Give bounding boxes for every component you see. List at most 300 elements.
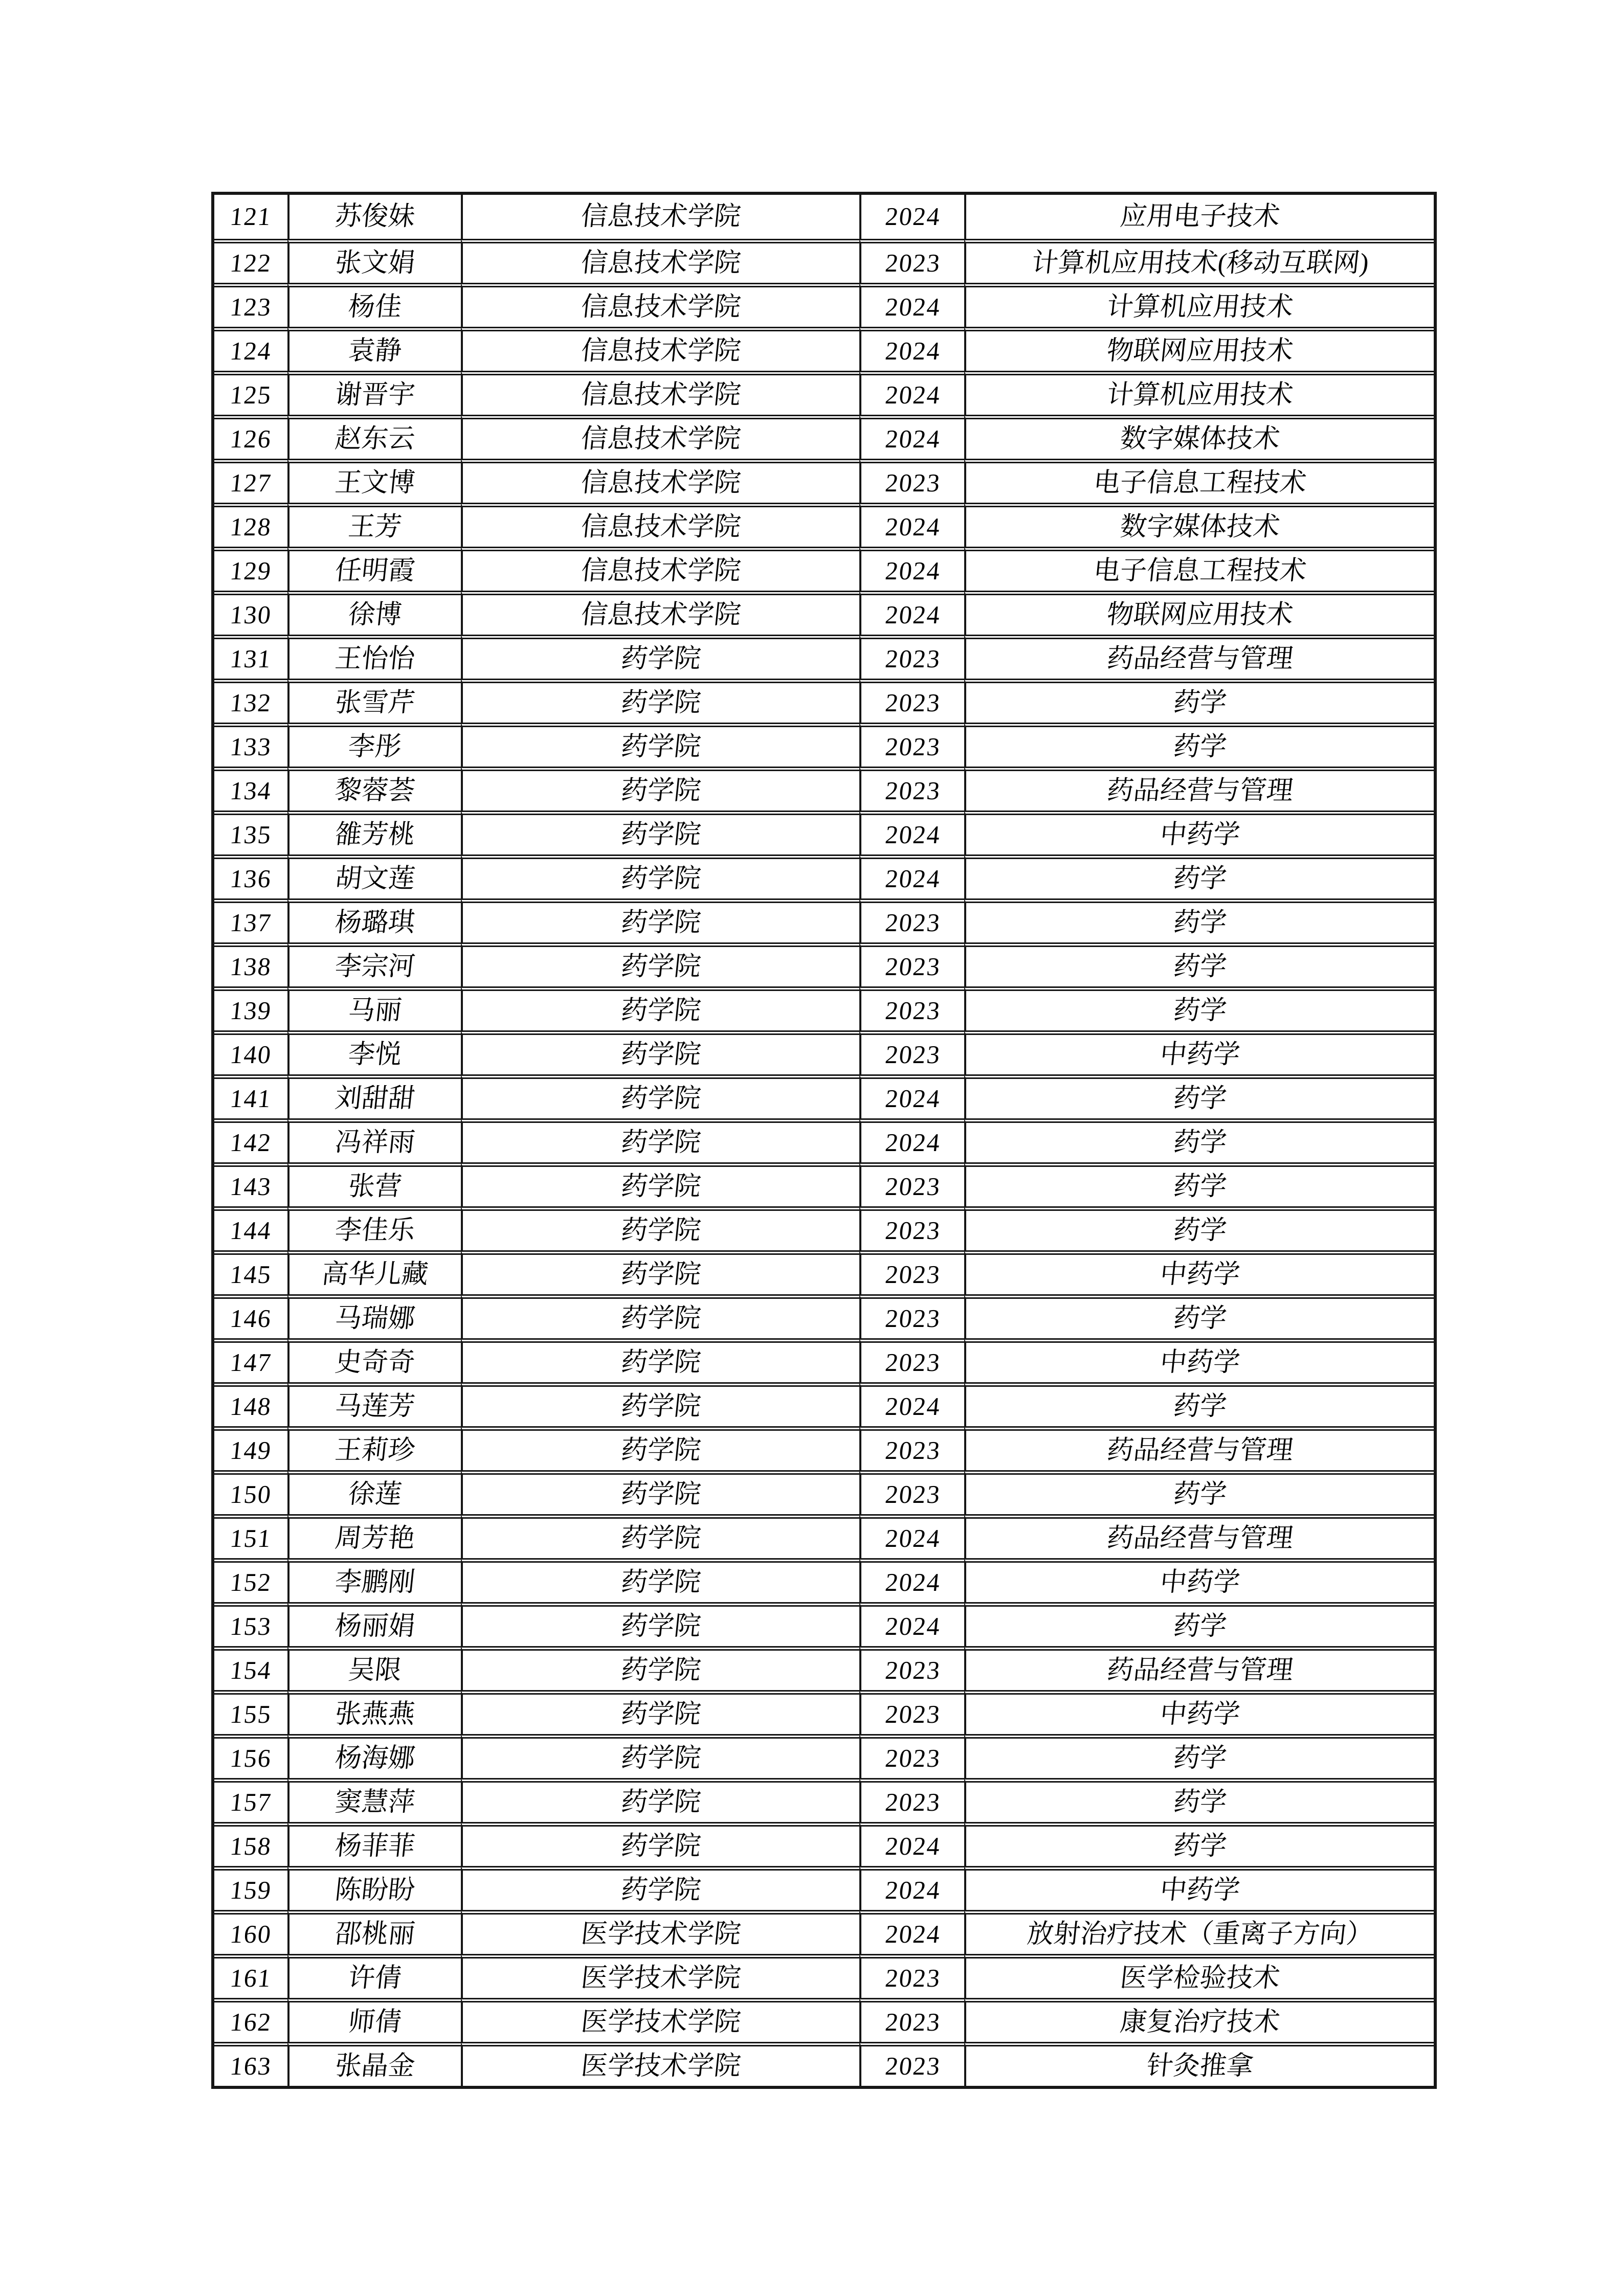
cell-year [859,1382,964,1426]
seq-text: 141 [229,1084,273,1113]
seq-text: 137 [229,908,273,937]
year-text: 2024 [883,1831,942,1860]
seq-text: 148 [229,1391,273,1421]
table-row [214,1118,1434,1162]
major-text: 药品经营与管理 [1105,776,1295,805]
cell-name [287,327,461,371]
college-text: 信息技术学院 [580,292,743,322]
seq-text: 131 [229,644,273,673]
cell-name [287,459,461,503]
cell-year [859,1338,964,1382]
cell-name [287,723,461,767]
major-text: 电子信息工程技术 [1092,556,1308,586]
year-text: 2023 [883,1655,942,1684]
cell-major [964,1074,1434,1118]
cell-seq [214,371,287,415]
cell-name [287,1470,461,1514]
cell-name [287,591,461,635]
college-text: 药学院 [619,1391,703,1421]
cell-seq [214,1514,287,1558]
college-text: 药学院 [619,732,703,761]
major-text: 药学 [1172,1172,1229,1201]
seq-text: 146 [229,1303,273,1333]
year-text: 2024 [883,820,942,849]
major-text: 药学 [1172,952,1229,981]
name-text: 刘甜甜 [333,1084,417,1113]
cell-major [964,1822,1434,1866]
cell-year [859,1866,964,1910]
cell-seq [214,1778,287,1822]
seq-text: 150 [229,1479,273,1509]
name-text: 杨佳 [347,292,404,322]
cell-major [964,1162,1434,1206]
cell-major [964,679,1434,723]
college-text: 药学院 [619,1831,703,1861]
table-row [214,1162,1434,1206]
cell-major [964,1426,1434,1470]
cell-seq [214,1206,287,1250]
cell-college [461,283,860,327]
college-text: 药学院 [619,1040,703,1069]
seq-text: 133 [229,732,273,761]
cell-name [287,854,461,898]
seq-text: 143 [229,1172,273,1201]
cell-name [287,371,461,415]
cell-seq [214,723,287,767]
cell-year [859,1734,964,1778]
name-text: 周芳艳 [333,1523,417,1553]
cell-name [287,503,461,547]
name-text: 张雪芹 [333,688,417,717]
seq-text: 127 [229,468,273,497]
cell-college [461,1690,860,1734]
year-text: 2023 [883,1963,942,1992]
cell-major [964,1734,1434,1778]
cell-college [461,1954,860,1998]
year-text: 2023 [883,248,942,277]
college-text: 信息技术学院 [580,600,743,629]
cell-major [964,898,1434,942]
name-text: 陈盼盼 [333,1875,417,1905]
cell-name [287,1206,461,1250]
college-text: 药学院 [619,1128,703,1157]
cell-year [859,1954,964,1998]
seq-text: 121 [229,202,273,231]
name-text: 冯祥雨 [333,1128,417,1157]
table-row [214,1030,1434,1074]
year-text: 2023 [883,2051,942,2080]
cell-seq [214,854,287,898]
cell-year [859,547,964,591]
seq-text: 132 [229,688,273,717]
major-text: 物联网应用技术 [1105,600,1295,629]
cell-college [461,239,860,283]
cell-college [461,1602,860,1646]
cell-major [964,1998,1434,2042]
cell-seq [214,1470,287,1514]
cell-seq [214,767,287,811]
major-text: 康复治疗技术 [1119,2007,1282,2037]
college-text: 药学院 [619,1172,703,1201]
major-text: 药学 [1172,732,1229,761]
year-text: 2024 [883,292,942,321]
cell-year [859,1998,964,2042]
major-text: 中药学 [1159,1040,1242,1069]
seq-text: 125 [229,380,273,409]
major-text: 中药学 [1159,1567,1242,1597]
year-text: 2023 [883,688,942,717]
cell-year [859,239,964,283]
cell-college [461,1998,860,2042]
cell-year [859,986,964,1030]
cell-name [287,1822,461,1866]
cell-college [461,854,860,898]
cell-major [964,986,1434,1030]
year-text: 2024 [883,600,942,629]
seq-text: 149 [229,1435,273,1465]
seq-text: 130 [229,600,273,629]
year-text: 2023 [883,1172,942,1201]
cell-name [287,1778,461,1822]
cell-seq [214,1118,287,1162]
seq-text: 161 [229,1963,273,1992]
major-text: 药学 [1172,1743,1229,1773]
seq-text: 162 [229,2007,273,2036]
name-text: 王文博 [333,468,417,498]
cell-major [964,239,1434,283]
year-text: 2023 [883,1303,942,1333]
cell-major [964,415,1434,459]
cell-seq [214,1734,287,1778]
cell-college [461,1778,860,1822]
cell-year [859,283,964,327]
year-text: 2024 [883,1919,942,1948]
major-text: 应用电子技术 [1119,202,1282,231]
seq-text: 153 [229,1611,273,1640]
table-row [214,1558,1434,1602]
cell-year [859,1426,964,1470]
name-text: 李鹏刚 [333,1567,417,1597]
table-row [214,767,1434,811]
cell-name [287,195,461,239]
cell-seq [214,503,287,547]
year-text: 2024 [883,1391,942,1421]
cell-seq [214,1338,287,1382]
cell-name [287,415,461,459]
name-text: 任明霞 [333,556,417,586]
cell-name [287,239,461,283]
year-text: 2023 [883,1479,942,1509]
name-text: 王莉珍 [333,1435,417,1465]
cell-seq [214,1162,287,1206]
cell-seq [214,459,287,503]
table-row [214,1690,1434,1734]
cell-major [964,1338,1434,1382]
year-text: 2023 [883,1699,942,1728]
table-row [214,1822,1434,1866]
cell-seq [214,1426,287,1470]
cell-name [287,1250,461,1294]
name-text: 窦慧萍 [333,1787,417,1817]
cell-year [859,854,964,898]
college-text: 医学技术学院 [580,1963,743,1993]
cell-seq [214,1382,287,1426]
seq-text: 152 [229,1567,273,1596]
table-row [214,1382,1434,1426]
cell-major [964,591,1434,635]
college-text: 信息技术学院 [580,556,743,586]
table-row [214,1470,1434,1514]
year-text: 2023 [883,1259,942,1289]
name-text: 吴限 [347,1655,404,1685]
cell-major [964,195,1434,239]
cell-college [461,1822,860,1866]
seq-text: 123 [229,292,273,321]
table-row [214,591,1434,635]
year-text: 2024 [883,1567,942,1596]
year-text: 2023 [883,1435,942,1465]
seq-text: 135 [229,820,273,849]
cell-year [859,1162,964,1206]
name-text: 李佳乐 [333,1215,417,1245]
cell-name [287,898,461,942]
table-row [214,1602,1434,1646]
seq-text: 140 [229,1040,273,1069]
table-row [214,547,1434,591]
major-text: 药学 [1172,1084,1229,1113]
major-text: 针灸推拿 [1145,2051,1255,2081]
cell-name [287,1558,461,1602]
cell-name [287,635,461,679]
cell-name [287,1426,461,1470]
name-text: 赵东云 [333,424,417,454]
year-text: 2023 [883,2007,942,2036]
major-text: 数字媒体技术 [1119,512,1282,542]
table-row [214,942,1434,986]
cell-major [964,1954,1434,1998]
year-text: 2023 [883,732,942,761]
college-text: 信息技术学院 [580,202,743,231]
year-text: 2023 [883,952,942,981]
cell-name [287,1162,461,1206]
table-row [214,854,1434,898]
cell-major [964,1646,1434,1690]
cell-college [461,1382,860,1426]
cell-name [287,1074,461,1118]
cell-major [964,1778,1434,1822]
name-text: 雒芳桃 [333,820,417,849]
year-text: 2023 [883,1040,942,1069]
cell-year [859,415,964,459]
college-text: 信息技术学院 [580,512,743,542]
cell-year [859,591,964,635]
name-text: 徐博 [347,600,404,629]
college-text: 药学院 [619,776,703,805]
college-text: 药学院 [619,1787,703,1817]
major-text: 药学 [1172,1831,1229,1861]
cell-name [287,942,461,986]
college-text: 药学院 [619,1567,703,1597]
major-text: 药学 [1172,908,1229,937]
cell-major [964,1866,1434,1910]
cell-college [461,1206,860,1250]
cell-college [461,1074,860,1118]
seq-text: 138 [229,952,273,981]
seq-text: 154 [229,1655,273,1684]
year-text: 2024 [883,512,942,541]
cell-seq [214,327,287,371]
cell-name [287,811,461,854]
cell-college [461,371,860,415]
table-row [214,1998,1434,2042]
cell-year [859,942,964,986]
college-text: 医学技术学院 [580,1919,743,1949]
cell-seq [214,2042,287,2086]
cell-major [964,635,1434,679]
table-row [214,635,1434,679]
college-text: 药学院 [619,1259,703,1289]
major-text: 医学检验技术 [1119,1963,1282,1993]
cell-seq [214,1998,287,2042]
major-text: 计算机应用技术 [1105,292,1295,322]
name-text: 胡文莲 [333,864,417,893]
cell-name [287,1910,461,1954]
college-text: 信息技术学院 [580,424,743,454]
cell-college [461,723,860,767]
cell-name [287,1690,461,1734]
major-text: 药学 [1172,864,1229,893]
cell-seq [214,1866,287,1910]
major-text: 中药学 [1159,1347,1242,1377]
cell-college [461,1426,860,1470]
major-text: 药品经营与管理 [1105,1435,1295,1465]
cell-seq [214,1294,287,1338]
cell-college [461,811,860,854]
cell-year [859,1910,964,1954]
cell-year [859,327,964,371]
cell-year [859,371,964,415]
year-text: 2023 [883,996,942,1025]
cell-college [461,1866,860,1910]
cell-name [287,1514,461,1558]
college-text: 信息技术学院 [580,468,743,498]
cell-major [964,1558,1434,1602]
cell-college [461,767,860,811]
cell-name [287,679,461,723]
name-text: 张晶金 [333,2051,417,2081]
year-text: 2024 [883,380,942,409]
year-text: 2024 [883,556,942,585]
cell-college [461,986,860,1030]
cell-name [287,1030,461,1074]
cell-name [287,1734,461,1778]
major-text: 药学 [1172,1391,1229,1421]
name-text: 邵桃丽 [333,1919,417,1949]
cell-year [859,1250,964,1294]
cell-major [964,371,1434,415]
name-text: 李彤 [347,732,404,761]
cell-major [964,503,1434,547]
name-text: 马莲芳 [333,1391,417,1421]
cell-seq [214,591,287,635]
cell-year [859,1206,964,1250]
year-text: 2024 [883,1128,942,1157]
cell-major [964,1910,1434,1954]
cell-name [287,547,461,591]
major-text: 中药学 [1159,1699,1242,1729]
major-text: 数字媒体技术 [1119,424,1282,454]
table-row [214,503,1434,547]
cell-seq [214,1822,287,1866]
cell-major [964,723,1434,767]
cell-major [964,2042,1434,2086]
college-text: 医学技术学院 [580,2007,743,2037]
cell-college [461,1162,860,1206]
cell-college [461,942,860,986]
name-text: 黎蓉荟 [333,776,417,805]
cell-seq [214,1954,287,1998]
year-text: 2024 [883,424,942,453]
name-text: 杨丽娟 [333,1611,417,1641]
cell-year [859,1602,964,1646]
college-text: 药学院 [619,908,703,937]
seq-text: 155 [229,1699,273,1728]
name-text: 张文娟 [333,248,417,278]
name-text: 徐莲 [347,1479,404,1509]
table-row [214,1866,1434,1910]
cell-college [461,1734,860,1778]
cell-college [461,503,860,547]
name-text: 马丽 [347,996,404,1025]
seq-text: 139 [229,996,273,1025]
table-row [214,415,1434,459]
cell-college [461,1250,860,1294]
table-row [214,1778,1434,1822]
cell-college [461,898,860,942]
seq-text: 163 [229,2051,273,2080]
seq-text: 126 [229,424,273,453]
college-text: 药学院 [619,644,703,673]
cell-year [859,1558,964,1602]
cell-seq [214,283,287,327]
cell-name [287,1338,461,1382]
major-text: 药品经营与管理 [1105,1655,1295,1685]
cell-seq [214,635,287,679]
major-text: 计算机应用技术 [1105,380,1295,410]
name-text: 杨海娜 [333,1743,417,1773]
year-text: 2023 [883,1787,942,1816]
cell-year [859,767,964,811]
name-text: 张营 [347,1172,404,1201]
cell-year [859,2042,964,2086]
cell-college [461,1470,860,1514]
cell-major [964,811,1434,854]
name-text: 王怡怡 [333,644,417,673]
college-text: 药学院 [619,1611,703,1641]
cell-seq [214,1250,287,1294]
cell-college [461,1294,860,1338]
year-text: 2023 [883,1215,942,1245]
year-text: 2024 [883,1611,942,1640]
cell-seq [214,811,287,854]
year-text: 2023 [883,1743,942,1772]
cell-major [964,1206,1434,1250]
name-text: 苏俊妹 [333,202,417,231]
student-table-body [214,195,1434,2086]
cell-major [964,1514,1434,1558]
college-text: 医学技术学院 [580,2051,743,2081]
cell-college [461,635,860,679]
